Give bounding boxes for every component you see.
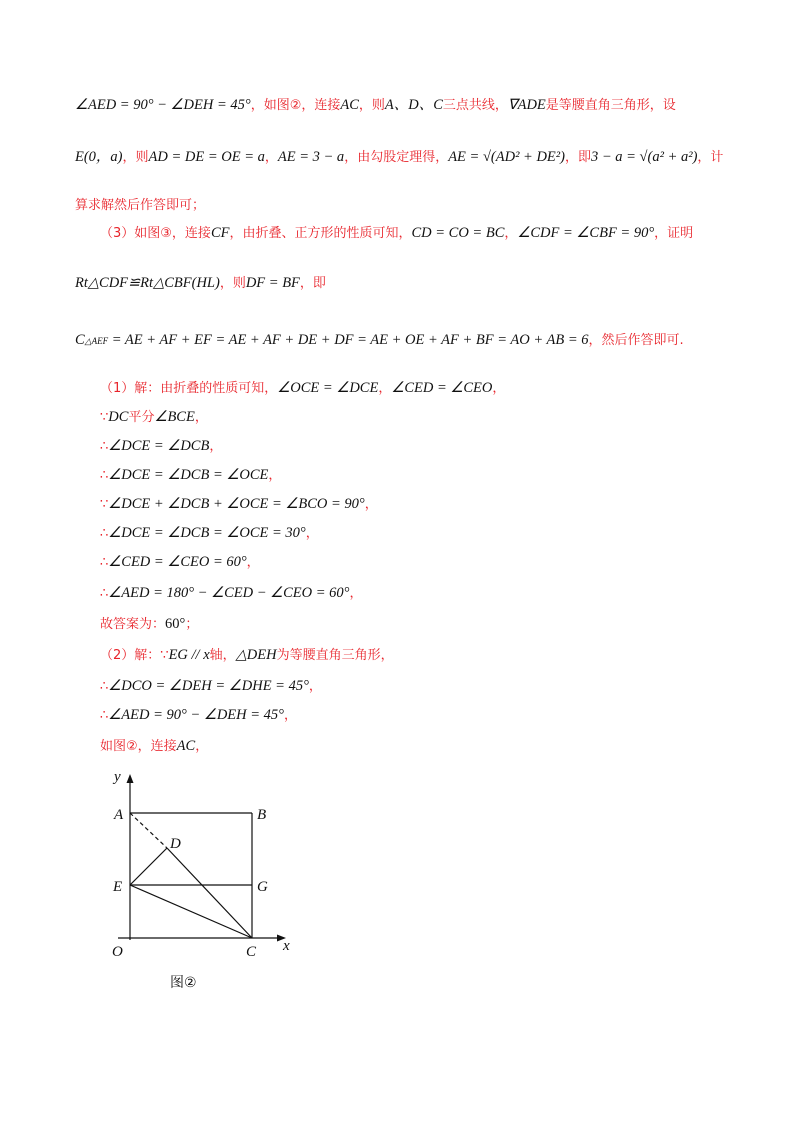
math-expr: AE = 3 − a	[277, 149, 345, 165]
solution-step	[100, 407, 740, 428]
label-B: B	[257, 807, 267, 823]
text-run: ，	[283, 708, 297, 723]
math-expr: E(0，a)	[75, 149, 123, 165]
label-O: O	[112, 944, 123, 960]
math-expr: Rt△CDF≌Rt△CBF(HL)	[75, 275, 220, 291]
text-run: ，	[264, 150, 278, 165]
text-run: ，	[195, 739, 209, 754]
text-run: ，	[504, 226, 518, 241]
text-run: ，即	[564, 150, 591, 165]
math-expr: DC	[108, 409, 129, 425]
math-expr: = AE + AF + EF = AE + AF + DE + DF = AE + OE + AF + BF = AO + AB = 6	[108, 332, 589, 348]
solution-step	[100, 645, 740, 666]
text-run: ；	[185, 617, 199, 632]
geometry-figure	[100, 768, 310, 998]
label-y: y	[114, 769, 121, 785]
math-expr: ∠DCE + ∠DCB + ∠OCE = ∠BCO = 90°	[108, 496, 365, 512]
text-run: 故答案为：	[100, 617, 166, 632]
text-line	[75, 95, 740, 116]
therefore-symbol: ∴	[100, 439, 109, 454]
solution-step	[100, 494, 740, 515]
text-run: ，如图②，连接	[250, 98, 341, 113]
therefore-symbol: ∴	[100, 555, 109, 570]
text-run: ，	[209, 439, 223, 454]
text-run: 算求解然后作答即可；	[75, 198, 206, 213]
text-run: ，即	[299, 276, 326, 291]
math-expr: DF = BF	[245, 275, 300, 291]
solution-step	[100, 523, 740, 544]
therefore-symbol: ∴	[100, 586, 109, 601]
text-run: ，则	[219, 276, 246, 291]
text-run: ，	[246, 555, 260, 570]
text-run: ，证明	[654, 226, 694, 241]
text-run: ，	[308, 679, 322, 694]
math-expr: CF	[210, 225, 230, 241]
solution-step	[100, 378, 740, 399]
answer-value: 60°	[165, 616, 186, 632]
text-run: 三点共线，	[442, 98, 508, 113]
math-expr: ∠DCE = ∠DCB = ∠OCE	[108, 467, 269, 483]
label-A: A	[114, 807, 124, 823]
math-subscript: △AEF	[84, 336, 109, 346]
text-run: ，	[349, 586, 363, 601]
label-D: D	[170, 836, 181, 852]
math-expr: ∠AED = 90° − ∠DEH = 45°	[75, 97, 251, 113]
text-run: ，	[194, 410, 208, 425]
math-expr: EG // x	[168, 647, 210, 663]
therefore-symbol: ∴	[100, 708, 109, 723]
math-expr: △DEH	[235, 647, 277, 663]
math-expr: 3 − a = √(a² + a²)	[590, 149, 698, 165]
text-run: 如图②，连接	[100, 739, 177, 754]
text-run: 是等腰直角三角形，设	[545, 98, 676, 113]
math-expr: ∠OCE = ∠DCE	[277, 380, 379, 396]
text-run: ，	[364, 497, 378, 512]
text-run: ，由勾股定理得，	[344, 150, 449, 165]
therefore-symbol: ∴	[100, 679, 109, 694]
text-line	[75, 196, 740, 216]
math-expr: AC	[176, 738, 196, 754]
figure-caption: 图②	[170, 975, 197, 991]
text-line	[100, 223, 740, 244]
text-run: （1）解：由折叠的性质可知，	[100, 381, 278, 396]
segment-ED	[130, 848, 167, 885]
therefore-symbol: ∴	[100, 468, 109, 483]
figure-svg	[100, 768, 310, 968]
math-expr: A、D、C	[384, 97, 443, 113]
math-expr: ∇ADE	[507, 97, 546, 113]
text-run: ，由折叠、正方形的性质可知，	[229, 226, 412, 241]
segment-AD	[130, 813, 167, 848]
label-G: G	[257, 879, 268, 895]
math-expr: ∠DCE = ∠DCB	[108, 438, 210, 454]
segment-DC	[167, 848, 252, 938]
text-line	[75, 147, 740, 168]
math-expr: ∠AED = 180° − ∠CED − ∠CEO = 60°	[108, 585, 350, 601]
solution-step	[100, 736, 740, 757]
text-run: ，	[268, 468, 282, 483]
solution-step	[100, 705, 740, 726]
text-run: （2）解：	[100, 648, 161, 663]
y-axis-arrow	[127, 774, 134, 783]
solution-step	[100, 583, 740, 604]
because-symbol: ∵	[100, 497, 109, 512]
text-run: 为等腰直角三角形，	[276, 648, 394, 663]
because-symbol: ∵	[100, 410, 109, 425]
math-expr: ∠CDF = ∠CBF = 90°	[517, 225, 655, 241]
math-expr: AD = DE = OE = a	[148, 149, 265, 165]
text-run: （3）如图③，连接	[100, 226, 211, 241]
label-x: x	[283, 938, 290, 954]
solution-step	[100, 614, 740, 635]
therefore-symbol: ∴	[100, 526, 109, 541]
text-line	[75, 330, 740, 351]
math-expr: ∠DCE = ∠DCB = ∠OCE = 30°	[108, 525, 306, 541]
math-expr: ∠BCE	[154, 409, 195, 425]
text-run: ，	[378, 381, 392, 396]
text-run: ，则	[358, 98, 385, 113]
text-run: ，然后作答即可.	[588, 333, 684, 348]
math-expr: AC	[340, 97, 359, 113]
math-expr: ∠AED = 90° − ∠DEH = 45°	[108, 707, 284, 723]
text-run: ，则	[122, 150, 149, 165]
text-run: 平分	[128, 410, 155, 425]
math-expr: ∠DCO = ∠DEH = ∠DHE = 45°	[108, 678, 309, 694]
solution-step	[100, 436, 740, 457]
label-E: E	[113, 879, 123, 895]
segment-EC	[130, 885, 252, 938]
math-expr: ∠CED = ∠CEO	[391, 380, 493, 396]
text-run: ，	[492, 381, 506, 396]
text-run: 轴，	[209, 648, 236, 663]
math-expr: AE = √(AD² + DE²)	[448, 149, 565, 165]
solution-step	[100, 676, 740, 697]
text-run: ，计	[697, 150, 724, 165]
solution-step	[100, 552, 740, 573]
math-expr: CD = CO = BC	[411, 225, 505, 241]
because-symbol: ∵	[160, 648, 169, 663]
label-C: C	[246, 944, 257, 960]
math-expr: C	[75, 332, 85, 348]
solution-step	[100, 465, 740, 486]
math-expr: ∠CED = ∠CEO = 60°	[108, 554, 247, 570]
text-line	[75, 273, 740, 294]
text-run: ，	[305, 526, 319, 541]
